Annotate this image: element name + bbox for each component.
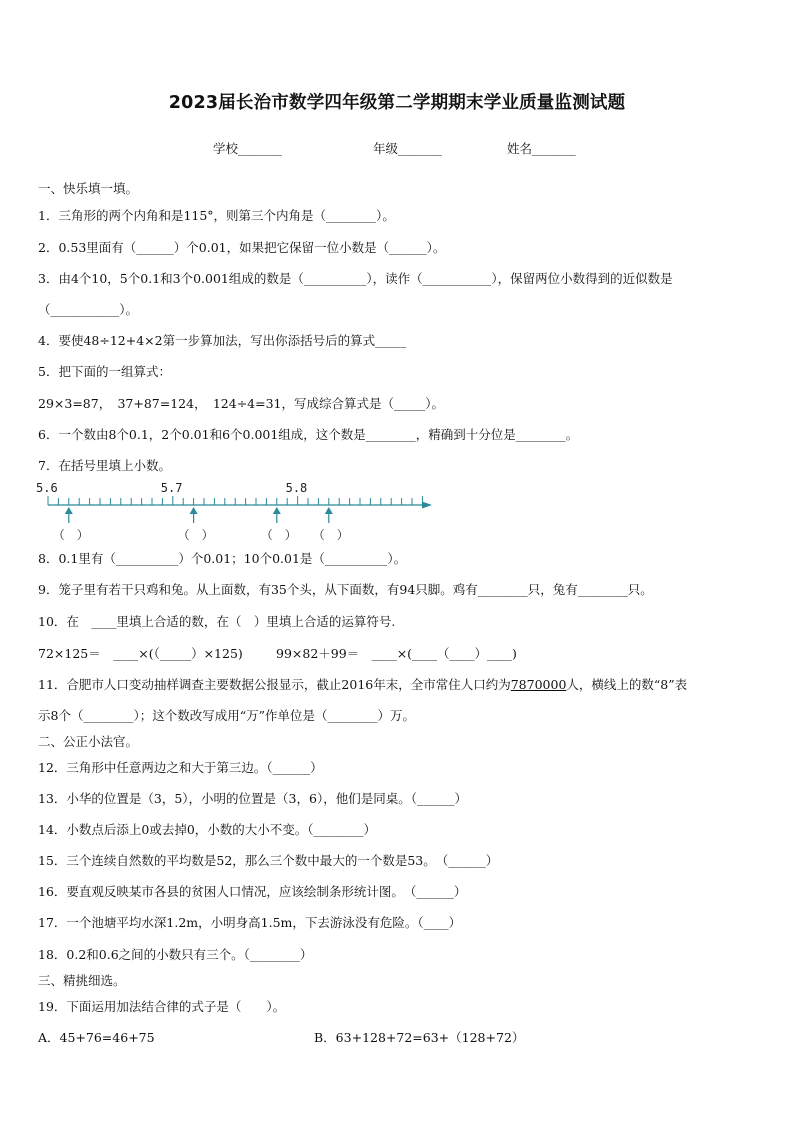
question-10: 10．在 ____里填上合适的数，在（ ）里填上合适的运算符号.: [38, 614, 396, 629]
question-12: 12．三角形中任意两边之和大于第三边。（______）: [38, 760, 323, 775]
question-4: 4．要使48÷12+4×2第一步算加法，写出你添括号后的算式_____: [38, 333, 407, 348]
question-14: 14．小数点后添上0或去掉0，小数的大小不变。（________）: [38, 822, 377, 837]
page-title: 2023届长治市数学四年级第二学期期末学业质量监测试题: [168, 93, 626, 113]
section-1-heading: 一、快乐填一填。: [38, 181, 139, 196]
question-19-option-b: B．63+128+72=63+（128+72）: [314, 1030, 525, 1045]
question-6: 6．一个数由8个0.1，2个0.01和6个0.001组成，这个数是________，精确到十分位是________。: [38, 427, 579, 442]
number-line-answer-blank: （ ）: [177, 528, 214, 542]
section-3-heading: 三、精挑细选。: [38, 973, 126, 988]
question-19-option-a: A．45+76=46+75: [38, 1030, 155, 1045]
question-3-line-1: 3．由4个10，5个0.1和3个0.001组成的数是（__________），读作（___________），保留两位小数得到的近似数是: [38, 271, 673, 286]
question-15: 15．三个连续自然数的平均数是52，那么三个数中最大的一个数是53。 （______）: [38, 853, 499, 868]
question-17: 17．一个池塘平均水深1.2m，小明身高1.5m，下去游泳没有危险。（____）: [38, 915, 462, 930]
question-8: 8．0.1里有（__________）个0.01；10个0.01是（__________）。: [38, 551, 407, 566]
question-1: 1．三角形的两个内角和是115°，则第三个内角是（________）。: [38, 208, 395, 223]
grade-field: 年级_______: [373, 141, 442, 156]
pointer-arrow-head: [190, 507, 198, 514]
question-5-equations: 29×3=87， 37+87=124， 124÷4=31，写成综合算式是（_____）。: [38, 396, 444, 411]
number-line-label: 5.8: [285, 481, 308, 495]
number-line-label: 5.6: [36, 481, 58, 495]
question-19: 19．下面运用加法结合律的式子是（ ）。: [38, 999, 286, 1014]
question-9: 9．笼子里有若干只鸡和兔。从上面数，有35个头，从下面数，有94只脚。鸡有________只，兔有________只。: [38, 582, 653, 597]
number-line-answer-blank: （ ）: [312, 528, 349, 542]
question-11-text-post: 人，横线上的数“8”表: [566, 677, 688, 692]
question-7: 7．在括号里填上小数。: [38, 458, 171, 473]
section-2-heading: 二、公正小法官。: [38, 734, 139, 749]
number-line-answer-blank: （ ）: [52, 528, 89, 542]
name-field: 姓名_______: [507, 141, 576, 156]
population-number: 7870000: [510, 677, 567, 692]
question-3-line-2: （___________）。: [38, 302, 139, 317]
school-field: 学校_______: [213, 141, 282, 156]
question-5: 5．把下面的一组算式：: [38, 364, 171, 379]
question-10-expression-1: 72×125＝ ____×(（_____）×125): [38, 646, 243, 661]
number-line-arrowhead: [422, 502, 432, 509]
question-11-text-pre: 11．合肥市人口变动抽样调查主要数据公报显示，截止2016年末，全市常住人口约为: [38, 677, 511, 692]
number-line-label: 5.7: [160, 481, 183, 495]
question-10-expression-2: 99×82＋99＝ ____×(____（____）____): [276, 646, 517, 661]
question-13: 13．小华的位置是（3，5），小明的位置是（3，6），他们是同桌。（______）: [38, 791, 467, 806]
question-11-line-1: [38, 677, 687, 693]
number-line-figure: [34, 478, 444, 544]
question-2: 2．0.53里面有（______）个0.01，如果把它保留一位小数是（______）。: [38, 240, 446, 255]
number-line-answer-blank: （ ）: [260, 528, 297, 542]
pointer-arrow-head: [65, 507, 73, 514]
question-18: 18．0.2和0.6之间的小数只有三个。（________）: [38, 947, 313, 962]
question-11-line-2: 示8个（________）；这个数改写成用“万”作单位是（________）万。: [38, 708, 415, 723]
pointer-arrow-head: [325, 507, 333, 514]
pointer-arrow-head: [273, 507, 281, 514]
question-16: 16．要直观反映某市各县的贫困人口情况，应该绘制条形统计图。 （______）: [38, 884, 467, 899]
